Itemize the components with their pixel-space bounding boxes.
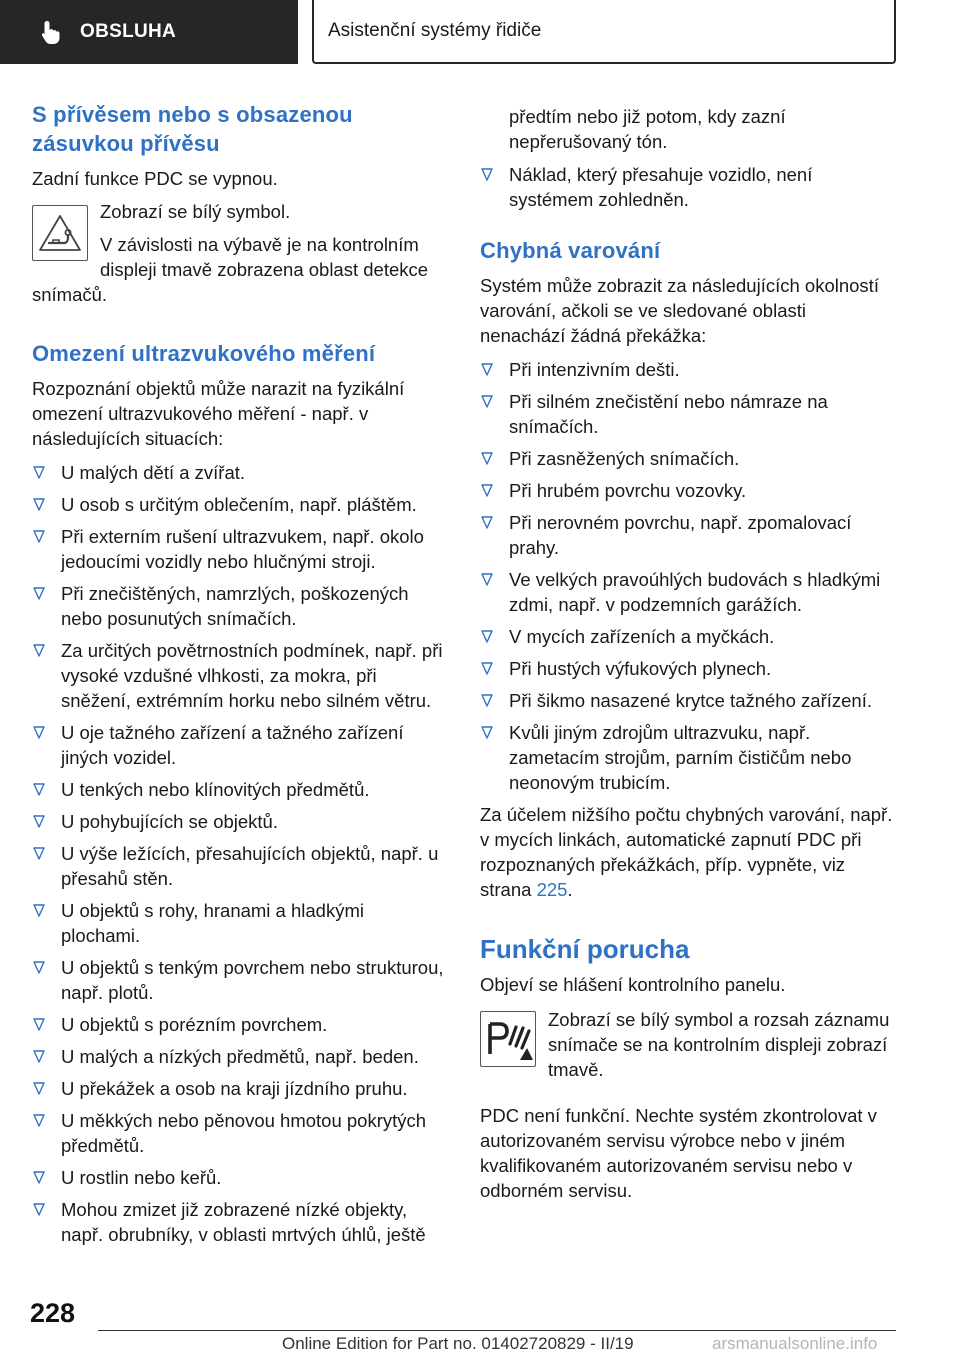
heading-false-warnings: Chybná varování <box>480 238 661 263</box>
bullet-triangle-icon <box>33 1114 45 1127</box>
bullet-triangle-icon <box>33 1203 45 1216</box>
list-item-text: Ve velkých pravoúhlých budovách s hladkými zdmi, např. v podzemních garážích. <box>509 569 881 615</box>
bullet-triangle-icon <box>33 587 45 600</box>
bullet-triangle-icon <box>481 516 493 529</box>
bullet-triangle-icon <box>33 904 45 917</box>
list-item <box>480 688 895 713</box>
list-item <box>32 460 447 485</box>
list-item <box>480 389 895 439</box>
list-item-text: U malých dětí a zvířat. <box>61 462 246 483</box>
list-item <box>480 357 895 382</box>
bullet-triangle-icon <box>481 395 493 408</box>
malfunction-intro: Objeví se hlášení kontrolního panelu. <box>480 974 786 995</box>
list-item-text: Kvůli jiným zdrojům ultrazvuku, např. zametacím strojům, parním čističům nebo neonovým trubicím. <box>509 722 852 793</box>
trailer-icon-row <box>32 199 447 282</box>
page-header <box>0 0 960 64</box>
bullet-triangle-icon <box>481 662 493 675</box>
list-item-text: U objektů s porézním povrchem. <box>61 1014 328 1035</box>
list-item-text: Při hrubém povrchu vozovky. <box>509 480 747 501</box>
chapter-tab <box>312 0 896 64</box>
pdc-symbol-text: Zobrazí se bílý symbol a rozsah záznamu snímače se na kontrolním displeji zobrazí tmavě. <box>548 1009 890 1080</box>
list-item-text: U osob s určitým oblečením, např. pláštěm. <box>61 494 417 515</box>
list-item-text: Za určitých povětrnostních podmínek, např. při vysoké vzdušné vlhkosti, za mokra, při sněžení, extrémním horku nebo silném větru. <box>61 640 443 711</box>
list-item <box>32 1165 447 1190</box>
list-item <box>32 809 447 834</box>
list-item <box>32 1044 447 1069</box>
page-link[interactable]: 225 <box>536 879 568 900</box>
list-item <box>32 1076 447 1101</box>
list-item <box>480 510 895 560</box>
outro-end: . <box>567 879 573 900</box>
trailer-text-tail: snímačů. <box>32 284 108 305</box>
bullet-triangle-icon <box>33 466 45 479</box>
list-item-text: Při znečištěných, namrzlých, poškozených nebo posunutých snímačích. <box>61 583 409 629</box>
list-item-text: Při externím rušení ultrazvukem, např. okolo jedoucími vozidly nebo hlučnými stroji. <box>61 526 424 572</box>
list-item-text: U výše ležících, přesahujících objektů, např. u přesahů stěn. <box>61 843 439 889</box>
bullet-triangle-icon <box>33 815 45 828</box>
pointing-hand-icon <box>38 18 66 46</box>
limits-intro: Rozpoznání objektů může narazit na fyzikální omezení ultrazvukového měření - např. v následujících situacích: <box>32 378 405 449</box>
outro-text: Za účelem nižšího počtu chybných varování, např. v mycích linkách, automatické zapnutí PDC při rozpoznaných překážkách, příp. vypněte, viz strana <box>480 804 893 900</box>
continued-text: předtím nebo již potom, kdy zazní nepřerušovaný tón. <box>509 106 786 152</box>
list-item-text: Při zasněžených snímačích. <box>509 448 740 469</box>
bullet-triangle-icon <box>33 726 45 739</box>
list-item-text: Mohou zmizet již zobrazené nízké objekty, např. obrubníky, v oblasti mrtvých úhlů, ještě <box>61 1199 426 1245</box>
list-item-text: U objektů s tenkým povrchem nebo strukturou, např. plotů. <box>61 957 444 1003</box>
list-item <box>480 720 895 795</box>
false-warnings-intro: Systém může zobrazit za následujících okolností varování, ačkoli se ve sledované oblasti nenachází žádná překážka: <box>480 275 879 346</box>
list-item-text: Při šikmo nasazené krytce tažného zařízení. <box>509 690 872 711</box>
section-label: OBSLUHA <box>80 21 177 42</box>
bullet-triangle-icon <box>33 530 45 543</box>
bullet-triangle-icon <box>481 452 493 465</box>
limits-list <box>32 460 447 1247</box>
list-item <box>32 1197 447 1247</box>
list-item <box>32 638 447 713</box>
list-item <box>32 720 447 770</box>
list-item <box>480 162 895 212</box>
list-item <box>32 581 447 631</box>
list-item <box>480 656 895 681</box>
list-item <box>480 478 895 503</box>
list-item-text: U rostlin nebo keřů. <box>61 1167 222 1188</box>
heading-ultrasound-limits: Omezení ultrazvukového měření <box>32 341 376 366</box>
pdc-symbol-box <box>480 1011 536 1067</box>
list-item <box>32 1108 447 1158</box>
bullet-triangle-icon <box>481 726 493 739</box>
continued-list <box>480 162 895 212</box>
right-column <box>480 104 895 1203</box>
list-item <box>480 446 895 471</box>
list-item-text: Při silném znečistění nebo námraze na snímačích. <box>509 391 828 437</box>
footer-divider <box>98 1330 896 1331</box>
list-item-text: U překážek a osob na kraji jízdního pruhu. <box>61 1078 408 1099</box>
watermark: arsmanualsonline.info <box>712 1334 878 1353</box>
list-item <box>32 524 447 574</box>
list-item-text: U objektů s rohy, hranami a hladkými plochami. <box>61 900 364 946</box>
malfunction-icon-row <box>480 1007 895 1087</box>
malfunction-outro: PDC není funkční. Nechte systém zkontrolovat v autorizovaném servisu výrobce nebo v jiném kvalifikovaném autorizovaném servisu nebo v odborném servisu. <box>480 1105 877 1201</box>
bullet-triangle-icon <box>481 630 493 643</box>
heading-malfunction: Funkční porucha <box>480 934 690 964</box>
list-item-text: U pohybujících se objektů. <box>61 811 278 832</box>
page-number: 228 <box>30 1298 76 1328</box>
list-item-text: U tenkých nebo klínovitých předmětů. <box>61 779 370 800</box>
pdc-fault-icon <box>483 1014 533 1064</box>
bullet-triangle-icon <box>33 847 45 860</box>
list-item <box>480 567 895 617</box>
false-warnings-outro <box>480 802 895 902</box>
bullet-triangle-icon <box>33 644 45 657</box>
list-item <box>32 777 447 802</box>
trailer-symbol-box <box>32 205 88 261</box>
list-item <box>32 492 447 517</box>
chapter-label: Asistenční systémy řidiče <box>328 20 542 41</box>
false-warnings-list <box>480 357 895 795</box>
list-item-text: Při nerovném povrchu, např. zpomalovací prahy. <box>509 512 852 558</box>
list-item-text: Náklad, který přesahuje vozidlo, není systémem zohledněn. <box>509 164 813 210</box>
bullet-triangle-icon <box>481 168 493 181</box>
bullet-triangle-icon <box>33 961 45 974</box>
trailer-intro: Zadní funkce PDC se vypnou. <box>32 168 278 189</box>
bullet-triangle-icon <box>481 484 493 497</box>
heading-trailer: S přívěsem nebo s obsazenou zásuvkou přívěsu <box>32 102 353 156</box>
section-tab <box>0 0 298 64</box>
trailer-warning-icon <box>37 213 83 253</box>
list-item-text: U měkkých nebo pěnovou hmotou pokrytých předmětů. <box>61 1110 427 1156</box>
bullet-triangle-icon <box>33 1018 45 1031</box>
list-item-text: U oje tažného zařízení a tažného zařízení jiných vozidel. <box>61 722 404 768</box>
trailer-symbol-text: Zobrazí se bílý symbol. <box>100 201 291 222</box>
list-item <box>480 624 895 649</box>
list-item-text: V mycích zařízeních a myčkách. <box>509 626 775 647</box>
list-item <box>32 955 447 1005</box>
bullet-triangle-icon <box>33 1050 45 1063</box>
list-item-text: Při intenzivním dešti. <box>509 359 680 380</box>
list-item <box>32 1012 447 1037</box>
bullet-triangle-icon <box>33 1082 45 1095</box>
bullet-triangle-icon <box>481 363 493 376</box>
bullet-triangle-icon <box>481 573 493 586</box>
bullet-triangle-icon <box>33 783 45 796</box>
list-item <box>32 841 447 891</box>
bullet-triangle-icon <box>481 694 493 707</box>
list-item-text: U malých a nízkých předmětů, např. beden. <box>61 1046 419 1067</box>
bullet-triangle-icon <box>33 1171 45 1184</box>
list-item <box>32 898 447 948</box>
bullet-triangle-icon <box>33 498 45 511</box>
edition-text: Online Edition for Part no. 01402720829 - II/19 <box>282 1334 634 1353</box>
left-column <box>32 100 447 1254</box>
trailer-display-text: V závislosti na výbavě je na kontrolním displeji tmavě zobrazena oblast detekce <box>100 234 429 280</box>
list-item-text: Při hustých výfukových plynech. <box>509 658 772 679</box>
